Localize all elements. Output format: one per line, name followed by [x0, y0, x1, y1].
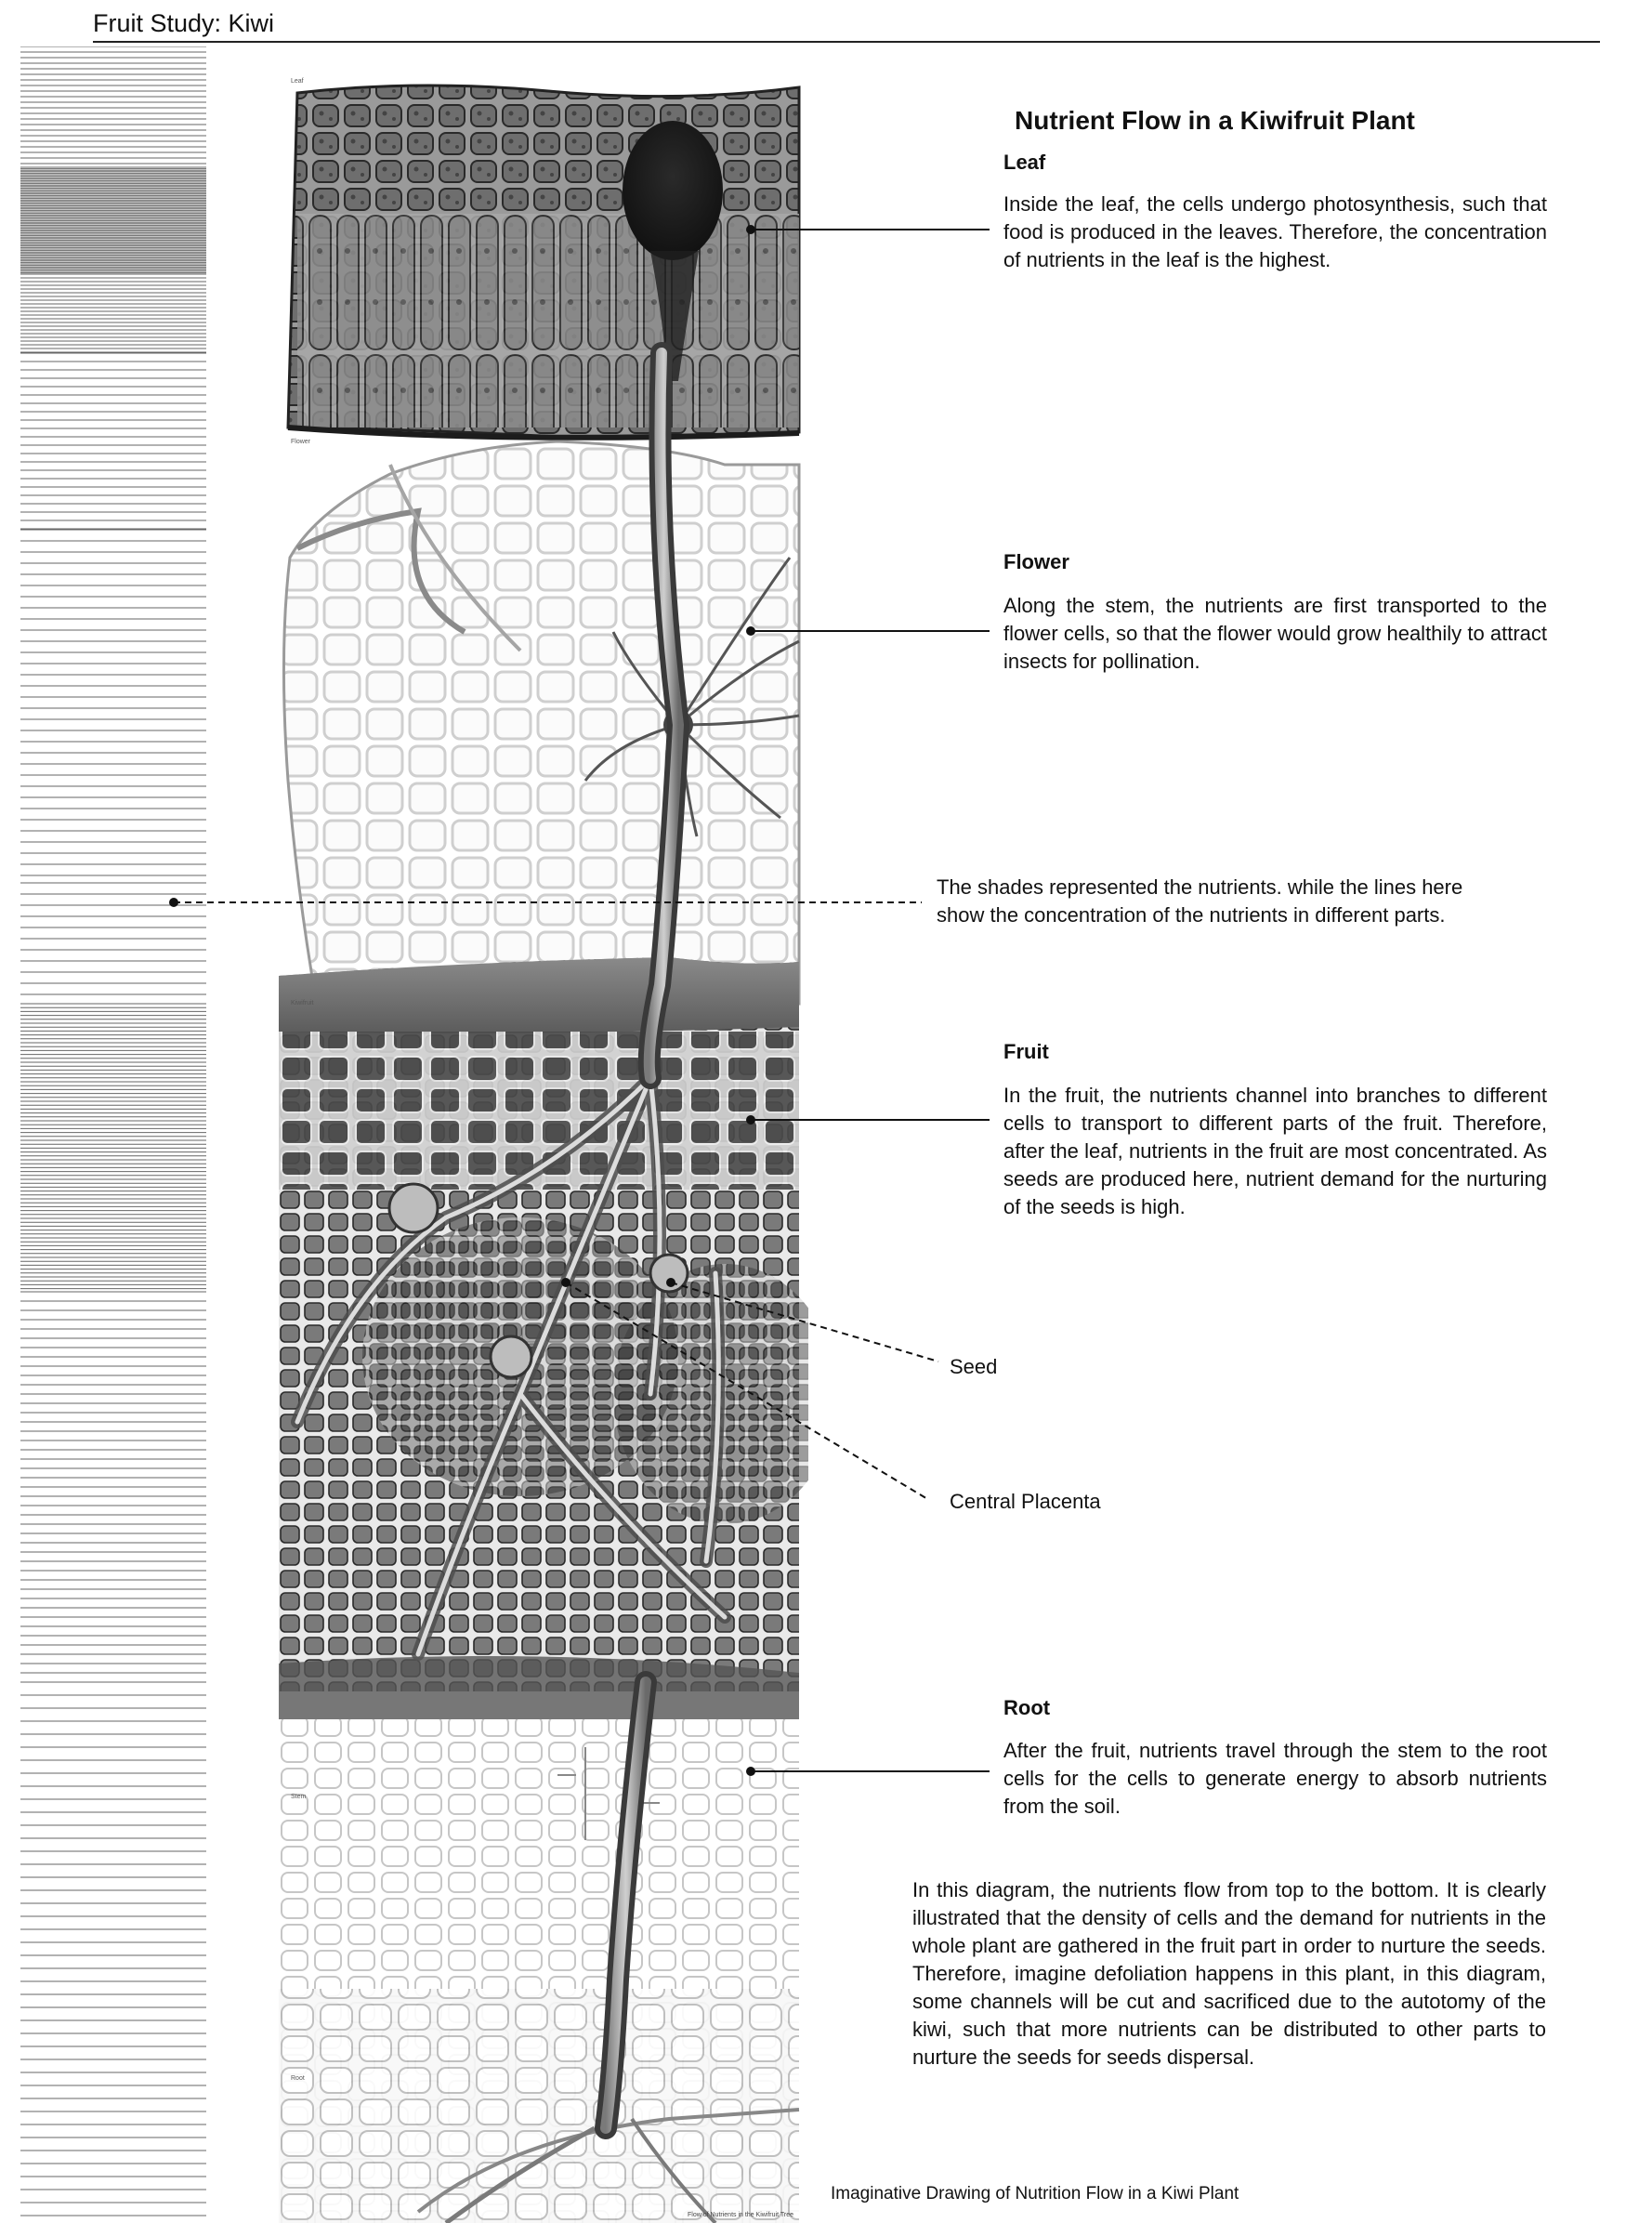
root-description: After the fruit, nutrients travel through the stem to the root cells for the cells to generate energy to absorb nutrients from the soil. — [1003, 1739, 1547, 1818]
flower-description: Along the stem, the nutrients are first transported to the flower cells, so that the flower would grow healthily to attract insects for pollination. — [1003, 594, 1547, 673]
label-kiwifruit: Kiwifruit — [291, 1000, 314, 1006]
diagram-title: Nutrient Flow in a Kiwifruit Plant — [1015, 106, 1415, 135]
concentration-bar — [20, 46, 206, 2223]
plant-illustration — [279, 74, 808, 2223]
seed-callout: Seed — [950, 1355, 998, 1378]
leaf-section — [288, 86, 799, 438]
label-stem: Stem — [291, 1794, 307, 1800]
drawing-footer-label: Flow of Nutrients in the Kiwifruit Tree — [688, 2212, 793, 2218]
stem-root-section — [279, 1719, 799, 2223]
fruit-description: In the fruit, the nutrients channel into branches to different cells to transport to different parts of the fruit. Therefore, after the leaf, nutrients in the fruit are most concentrated. As seeds are produced here, nutrient demand for the nurturing of the seeds is high. — [1003, 1084, 1547, 1218]
leaf-heading: Leaf — [1003, 151, 1046, 174]
root-heading: Root — [1003, 1696, 1051, 1719]
legend-note: The shades represented the nutrients. while the lines here show the concentration of the nutrients in different parts. — [937, 875, 1463, 927]
label-leaf: Leaf — [291, 78, 304, 85]
figure-caption: Imaginative Drawing of Nutrition Flow in a Kiwi Plant — [831, 2184, 1239, 2203]
page-title: Fruit Study: Kiwi — [93, 9, 275, 37]
placenta-callout: Central Placenta — [950, 1490, 1101, 1513]
fruit-heading: Fruit — [1003, 1040, 1049, 1063]
kiwifruit-section — [279, 957, 808, 1736]
leaf-description: Inside the leaf, the cells undergo photosynthesis, such that food is produced in the leaves. Therefore, the concentration of nutrients in the leaf is the highest. — [1003, 192, 1547, 271]
label-root: Root — [291, 2075, 305, 2082]
summary-paragraph: In this diagram, the nutrients flow from top to the bottom. It is clearly illustrated that the density of cells and the demand for nutrients in the whole plant are gathered in the fruit part in order to nurture the seeds. Therefore, imagine defoliation happens in this plant, in this diagram, some channels will be cut and sacrificed due to the autotomy of the kiwi, such that more nutrients can be distributed to other parts to nurture the seeds for seeds dispersal. — [912, 1878, 1546, 2069]
header-divider — [93, 41, 1600, 43]
flower-section — [283, 441, 799, 1007]
flower-heading: Flower — [1003, 550, 1069, 573]
label-flower: Flower — [291, 439, 311, 445]
